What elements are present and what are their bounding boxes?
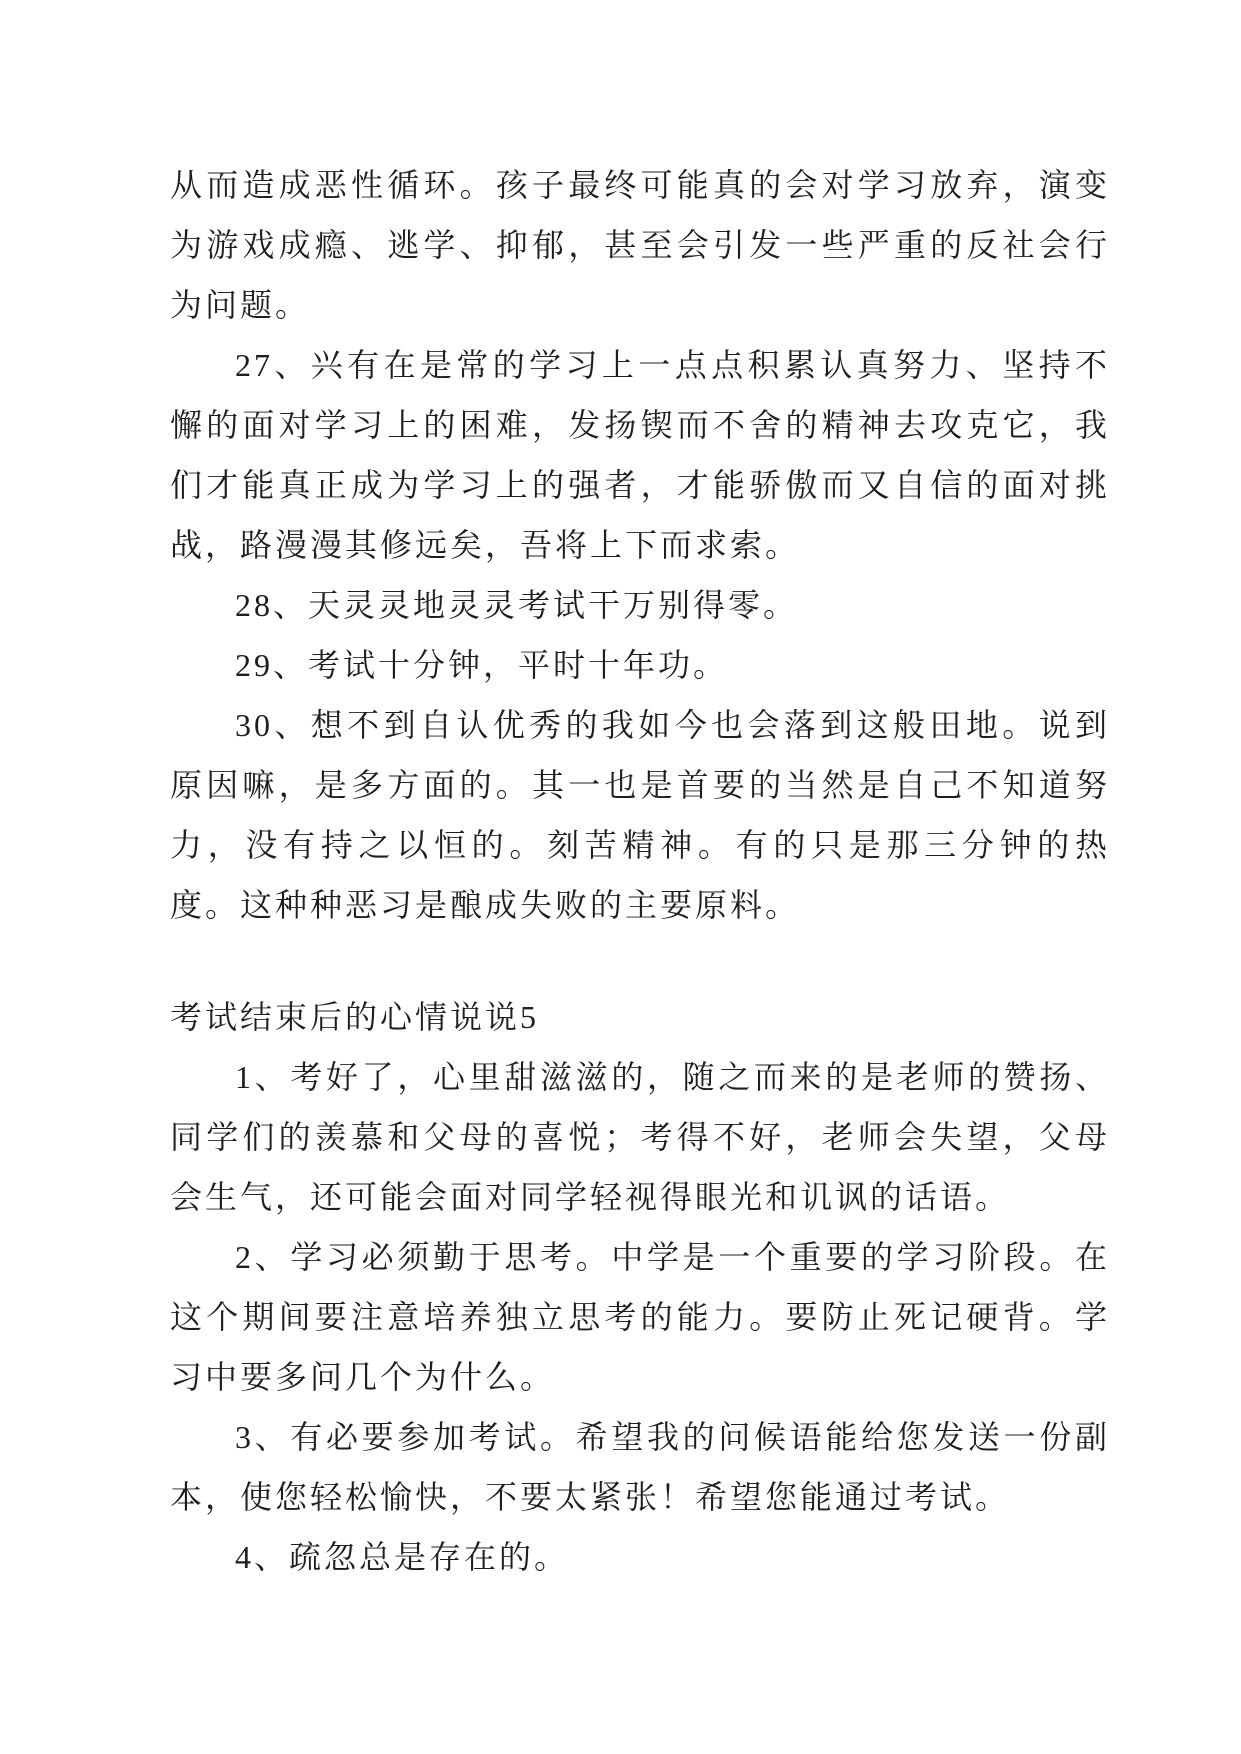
paragraph: 29、考试十分钟，平时十年功。 <box>235 647 729 683</box>
document-body <box>170 155 1110 1587</box>
paragraph: 30、想不到自认优秀的我如今也会落到这般田地。说到原因嘛，是多方面的。其一也是首要的当然是自己不知道努力，没有持之以恒的。刻苦精神。有的只是那三分钟的热度。这种种恶习是酿成失败的主要原料。 <box>170 707 1110 923</box>
paragraph: 27、兴有在是常的学习上一点点积累认真努力、坚持不懈的面对学习上的困难，发扬锲而不舍的精神去攻克它，我们才能真正成为学习上的强者，才能骄傲而又自信的面对挑战，路漫漫其修远矣，吾将上下而求索。 <box>170 347 1110 563</box>
paragraph: 28、天灵灵地灵灵考试干万别得零。 <box>235 587 799 623</box>
paragraph: 4、疏忽总是存在的。 <box>235 1539 570 1575</box>
paragraph: 2、学习必须勤于思考。中学是一个重要的学习阶段。在这个期间要注意培养独立思考的能力。要防止死记硬背。学习中要多问几个为什么。 <box>170 1239 1110 1395</box>
paragraph: 1、考好了，心里甜滋滋的，随之而来的是老师的赞扬、同学们的羡慕和父母的喜悦；考得不好，老师会失望，父母会生气，还可能会面对同学轻视得眼光和讥讽的话语。 <box>170 1059 1110 1215</box>
section-heading: 考试结束后的心情说说5 <box>170 999 540 1035</box>
paragraph: 从而造成恶性循环。孩子最终可能真的会对学习放弃，演变为游戏成瘾、逃学、抑郁，甚至会引发一些严重的反社会行为问题。 <box>170 167 1110 323</box>
paragraph: 3、有必要参加考试。希望我的问候语能给您发送一份副本，使您轻松愉快，不要太紧张！希望您能通过考试。 <box>170 1419 1110 1515</box>
